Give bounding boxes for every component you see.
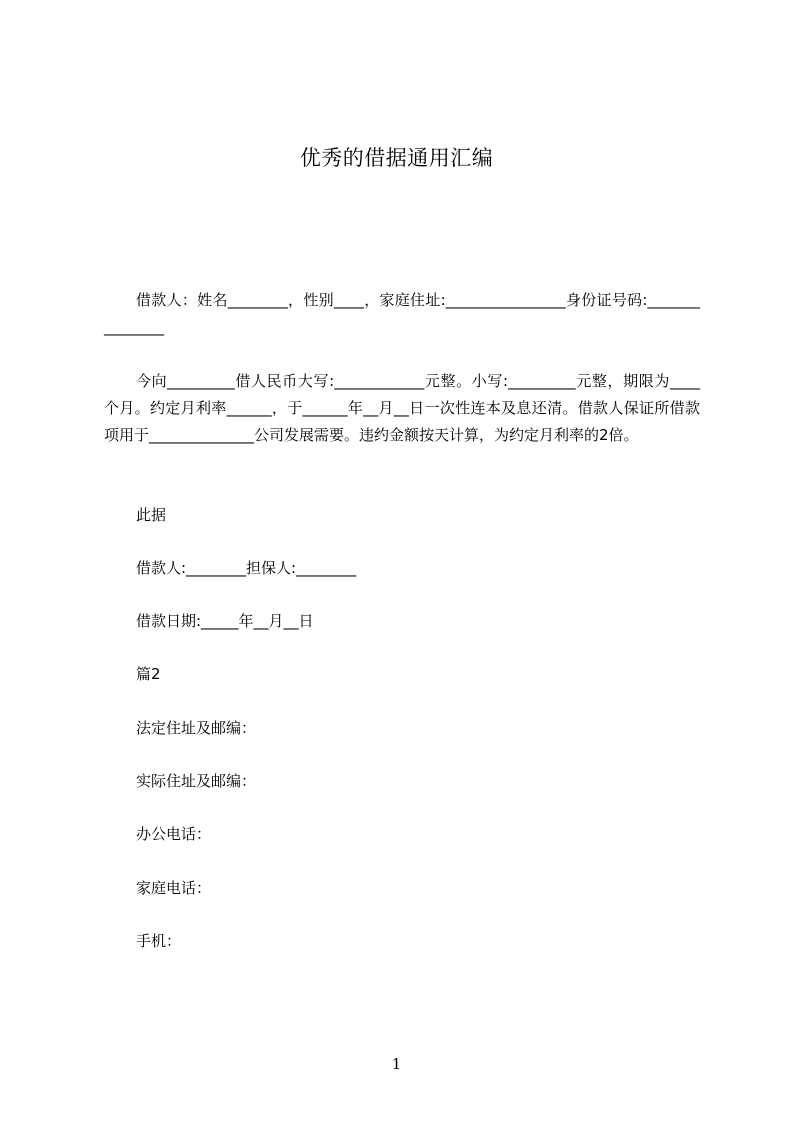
document-title: 优秀的借据通用汇编 bbox=[299, 146, 494, 170]
borrower-guarantor-line: 借款人:________担保人:________ bbox=[136, 559, 357, 577]
legal-address-line: 法定住址及邮编： bbox=[136, 719, 257, 737]
home-phone-line: 家庭电话： bbox=[136, 879, 212, 897]
office-phone-line: 办公电话： bbox=[136, 825, 212, 843]
mobile-phone-line: 手机： bbox=[136, 932, 182, 950]
loan-date-line: 借款日期:_____年__月__日 bbox=[136, 612, 314, 630]
loan-terms-paragraph: 今向_________借人民币大写:____________元整。小写:_________元整，期限为____个月。约定月利率______，于______年__月__日一次性连本及息还清。借款人保证所借款项用于______________公司发展需要。违约金额按天计算，为约定月利率的2倍。 bbox=[104, 372, 700, 444]
actual-address-line: 实际住址及邮编： bbox=[136, 772, 257, 790]
proof-line: 此据 bbox=[136, 506, 167, 524]
borrower-info-paragraph: 借款人：姓名________，性别____，家庭住址:________________身份证号码:_______________ bbox=[104, 291, 700, 336]
page-number: 1 bbox=[391, 1055, 402, 1073]
section-2-heading: 篇2 bbox=[136, 665, 161, 683]
